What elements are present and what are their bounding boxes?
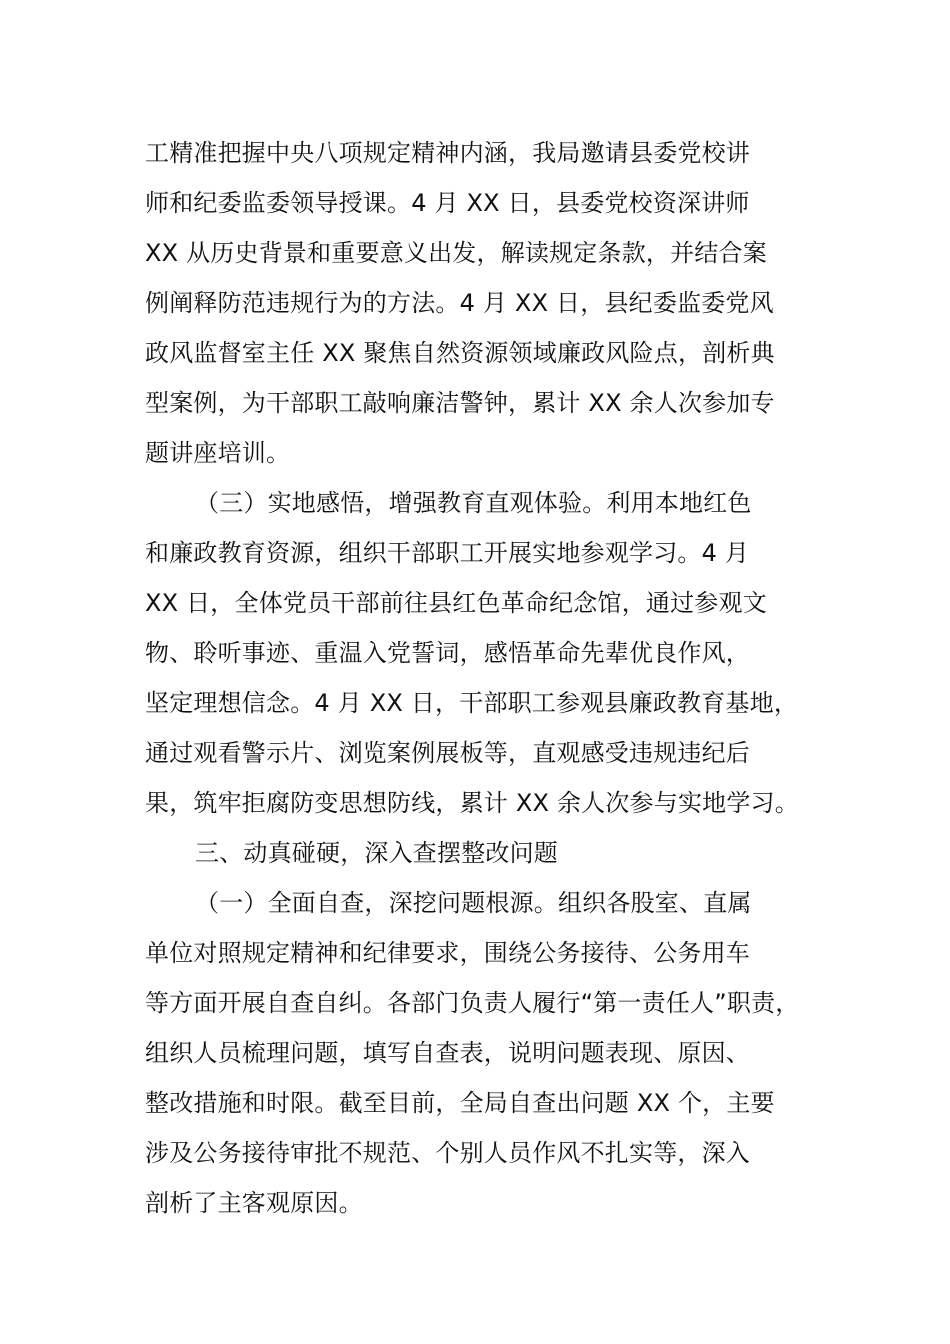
body-text-line: 等方面开展自查自纠。各部门负责人履行“第一责任人”职责， [145,989,800,1017]
body-text-line: 和廉政教育资源，组织干部职工开展实地参观学习。4 月 [145,539,750,567]
body-text-line: 型案例，为干部职工敲响廉洁警钟，累计 XX 余人次参加专 [145,389,775,417]
section-heading: 三、动真碰硬，深入查摆整改问题 [195,839,558,867]
body-text-line: 工精准把握中央八项规定精神内涵，我局邀请县委党校讲 [145,139,750,167]
body-text-line: 组织人员梳理问题，填写自查表，说明问题表现、原因、 [145,1039,750,1067]
body-text-line: 剖析了主客观原因。 [145,1189,363,1217]
body-text-line: 单位对照规定精神和纪律要求，围绕公务接待、公务用车 [145,939,750,967]
body-text-line: 师和纪委监委领导授课。4 月 XX 日，县委党校资深讲师 [145,189,750,217]
body-text-line: 政风监督室主任 XX 聚焦自然资源领域廉政风险点，剖析典 [145,339,775,367]
body-text-line: 整改措施和时限。截至目前，全局自查出问题 XX 个，主要 [145,1089,775,1117]
body-text-line: 涉及公务接待审批不规范、个别人员作风不扎实等，深入 [145,1139,750,1167]
subsection-heading-line: （一）全面自查，深挖问题根源。组织各股室、直属 [195,889,752,917]
body-text-line: 例阐释防范违规行为的方法。4 月 XX 日，县纪委监委党风 [145,289,774,317]
body-text-line: 通过观看警示片、浏览案例展板等，直观感受违规违纪后 [145,739,750,767]
body-text-line: XX 从历史背景和重要意义出发，解读规定条款，并结合案 [145,239,767,267]
body-text-line: 物、聆听事迹、重温入党誓词，感悟革命先辈优良作风， [145,639,750,667]
body-text-line: XX 日，全体党员干部前往县红色革命纪念馆，通过参观文 [145,589,767,617]
body-text-line: 坚定理想信念。4 月 XX 日，干部职工参观县廉政教育基地， [145,689,799,717]
body-text-line: 题讲座培训。 [145,439,291,467]
body-text-line: 果，筑牢拒腐防变思想防线，累计 XX 余人次参与实地学习。 [145,789,799,817]
subsection-heading-line: （三）实地感悟，增强教育直观体验。利用本地红色 [195,489,752,517]
